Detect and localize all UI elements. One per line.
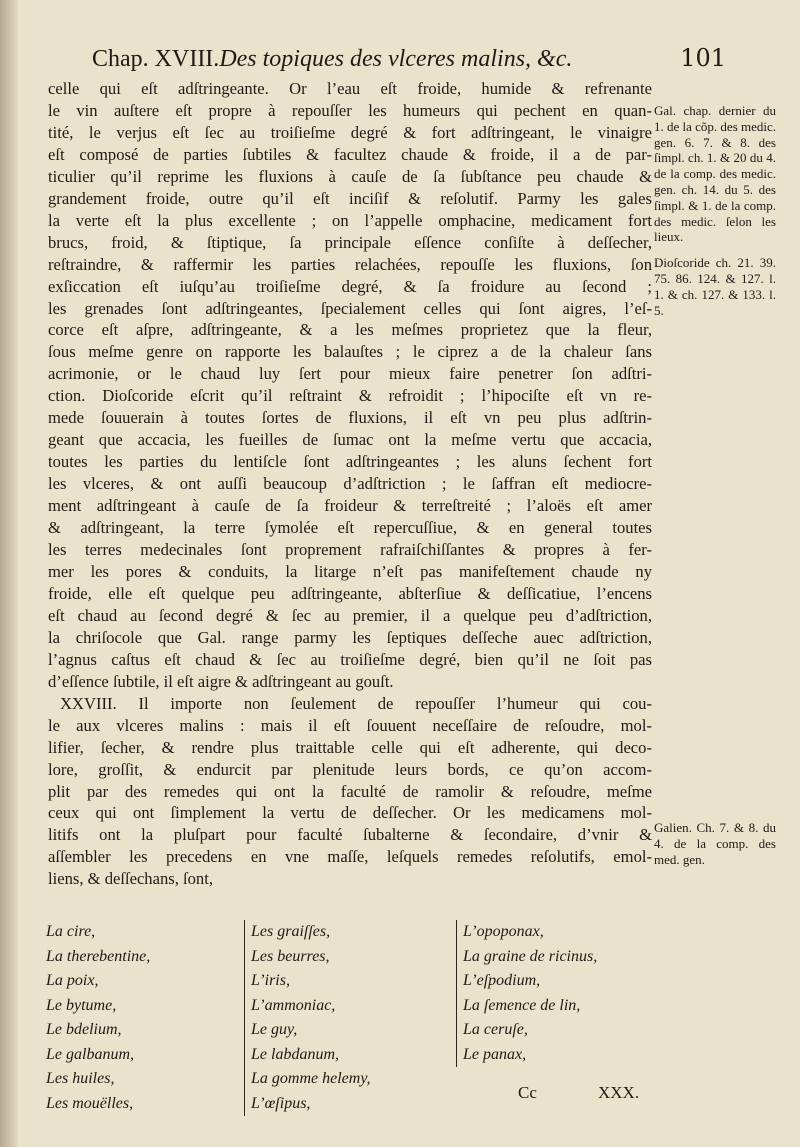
page-gutter-shadow: [0, 0, 18, 1147]
text-line: mede ſouuerain à toutes ſortes de fluxions, il eſt vn peu plus adſtrin-: [48, 408, 652, 428]
text-line: celle qui eſt adſtringeante. Or l’eau eſt froide, humide & refrenante: [48, 79, 652, 98]
list-item: Les beurres,: [251, 947, 330, 965]
text-line: acrimonie, or le chaud luy ſert pour mieux faire penetrer ſon adſtri-: [48, 364, 652, 384]
text-line: ſous meſme genre on rapporte les balauſtes ; le ciprez a de la chaleur ſans: [48, 342, 652, 362]
chapter-number: Chap. XVIII.: [92, 46, 220, 72]
list-item: Les graiſſes,: [251, 923, 331, 940]
chapter-title: Des topiques des vlceres malins, &c.: [219, 46, 573, 72]
remedy-list-column-2: [244, 920, 371, 1116]
text-line: lore, groſſit, & endurcit par plenitude leurs bords, ce qu’on accom-: [48, 759, 652, 779]
text-line: froide, elle eſt quelque peu adſtringeante, abſterſiue & deſſicatiue, l’encens: [48, 583, 652, 603]
list-item: L’opoponax,: [463, 923, 544, 940]
list-item: Le labdanum,: [251, 1045, 339, 1063]
list-item: Le galbanum,: [46, 1045, 134, 1063]
text-line: ment adſtringeant à cauſe de ſa froideur & terreſtreité ; l’aloës eſt amer: [48, 496, 652, 516]
text-line: les terres medecinales ſont proprement rafraiſchiſſantes & propres à fer-: [48, 540, 652, 560]
margin-note-dioscorides: Dioſcoride ch. 21. 39. 75. 86. 124. & 127. l. 1. & ch. 127. & 133. l. 5.: [654, 255, 776, 318]
text-line: & adſtringeant, la terre ſymolée eſt repercuſſiue, & en general toutes: [48, 518, 652, 538]
text-line: litifs ont la pluſpart pour faculté ſubalterne & ſecondaire, d’vnir &: [48, 825, 652, 845]
text-line: exſiccation eſt iuſqu’au troiſieſme degré, & ſa froidure au ſecond ;: [48, 276, 652, 296]
text-line: ticulier qu’il reprime les fluxions à cauſe de ſa ſubſtance peu chaude &: [48, 166, 652, 186]
list-item: Le panax,: [463, 1045, 527, 1063]
main-text-block: [48, 78, 652, 890]
text-line: ceux qui ont ſimplement la vertu de deſſecher. Or les medicamens mol-: [48, 803, 652, 823]
text-line: aſſembler les precedens en vne maſſe, leſquels remedes reſolutifs, emol-: [48, 847, 652, 867]
text-line: tité, le verjus eſt ſec au troiſieſme degré & fort adſtringeant, le vinaigre: [48, 122, 652, 142]
list-item: Le bytume,: [46, 996, 117, 1014]
text-line: liens, & deſſechans, ſont,: [48, 869, 213, 889]
list-item: Les huiles,: [46, 1070, 115, 1087]
text-line: corce eſt aſpre, adſtringeante, & a les meſmes proprietez que la fleur,: [48, 320, 652, 340]
remedy-list-column-3: [456, 920, 597, 1067]
list-item: La poix,: [46, 972, 99, 989]
signature-mark: Cc: [518, 1083, 537, 1102]
text-line: les vlceres, & ont auſſi beaucoup d’adſtriction ; le ſaffran eſt mediocre-: [48, 474, 652, 494]
text-line: lifier, ſecher, & rendre plus traittable celle qui eſt adherente, qui deco-: [48, 737, 652, 757]
list-item: L’eſpodium,: [463, 972, 541, 989]
text-line: la chriſocole que Gal. range parmy les ſeptiques deſſeche auec adſtriction,: [48, 627, 652, 647]
text-line: l’agnus caſtus eſt chaud & ſec au troiſieſme degré, bien qu’il ne ſoit pas: [48, 649, 652, 669]
text-line: les grenades ſont adſtringeantes, ſpecialement celles qui ſont aigres, l’eſ-: [48, 298, 652, 318]
list-item: L’œſipus,: [251, 1094, 311, 1112]
list-item: La cire,: [46, 923, 96, 940]
list-item: La therebentine,: [46, 947, 151, 965]
text-line: brucs, froid, & ſtiptique, ſa principale eſſence conſiſte à deſſecher,: [48, 232, 652, 252]
text-line: toutes les parties du lentiſcle ſont adſtringeantes ; les aluns ſechent fort: [48, 452, 652, 472]
text-line: le aux vlceres malins : mais il eſt ſouuent neceſſaire de reſoudre, mol-: [48, 715, 652, 735]
margin-note-galen-1: Gal. chap. dernier du 1. de la cõp. des medic. gen. 6. 7. & 8. des ſimpl. ch. 1. & 20 du 4. de la comp. des medic. gen. ch. 14. du 5. des ſimpl. & 1. de la comp. des medic. ſelon les lieux.: [654, 103, 777, 245]
remedy-list-column-1: [46, 920, 150, 1116]
margin-notes: [654, 103, 777, 867]
list-item: La graine de ricinus,: [463, 947, 598, 965]
running-header: [92, 44, 732, 73]
text-line: reſtraindre, & raffermir les parties relachées, repouſſe les fluxions, ſon: [48, 254, 652, 274]
list-item: La ſemence de lin,: [463, 996, 581, 1014]
text-line: plit par des remedes qui ont la faculté de ramolir & reſoudre, meſme: [48, 781, 652, 801]
list-item: L’iris,: [251, 972, 290, 989]
list-item: L’ammoniac,: [251, 996, 336, 1014]
text-line: XXVIII. Il importe non ſeulement de repouſſer l’humeur qui cou-: [60, 693, 652, 713]
list-item: Les mouëlles,: [46, 1094, 134, 1112]
text-line: la verte eſt la plus excellente ; on l’appelle omphacine, medicament fort: [48, 210, 652, 230]
text-line: grandement froide, outre qu’il eſt inciſif & reſolutif. Parmy les gales: [48, 188, 652, 208]
text-line: eſt composé de parties ſubtiles & facultez chaude & froide, il a de par-: [48, 144, 652, 164]
page-number: 101: [680, 44, 726, 72]
list-item: La gomme helemy,: [251, 1070, 371, 1087]
text-line: eſt chaud au ſecond degré & ſec au premier, il a quelque peu d’adſtriction,: [48, 605, 652, 625]
margin-note-galen-2: Galien. Ch. 7. & 8. du 4. de la comp. des med. gen.: [654, 820, 776, 867]
text-line: geant que accacia, les fueilles de ſumac ont la meſme vertu que accacia,: [48, 430, 652, 450]
text-line: ction. Dioſcoride eſcrit qu’il reſtraint & refroidit ; l’hipociſte eſt vn re-: [48, 386, 652, 406]
text-line: le vin auſtere eſt propre à repouſſer les humeurs qui pechent en quan-: [48, 100, 652, 120]
text-line: mer les pores & conduits, la litarge n’eſt pas manifeſtement chaude ny: [48, 561, 652, 581]
catchword: XXX.: [598, 1083, 640, 1102]
list-item: Le guy,: [251, 1021, 298, 1038]
list-item: La ceruſe,: [463, 1021, 528, 1038]
list-item: Le bdelium,: [46, 1021, 122, 1038]
text-line: d’eſſence ſubtile, il eſt aigre & adſtringeant au gouſt.: [48, 671, 394, 691]
